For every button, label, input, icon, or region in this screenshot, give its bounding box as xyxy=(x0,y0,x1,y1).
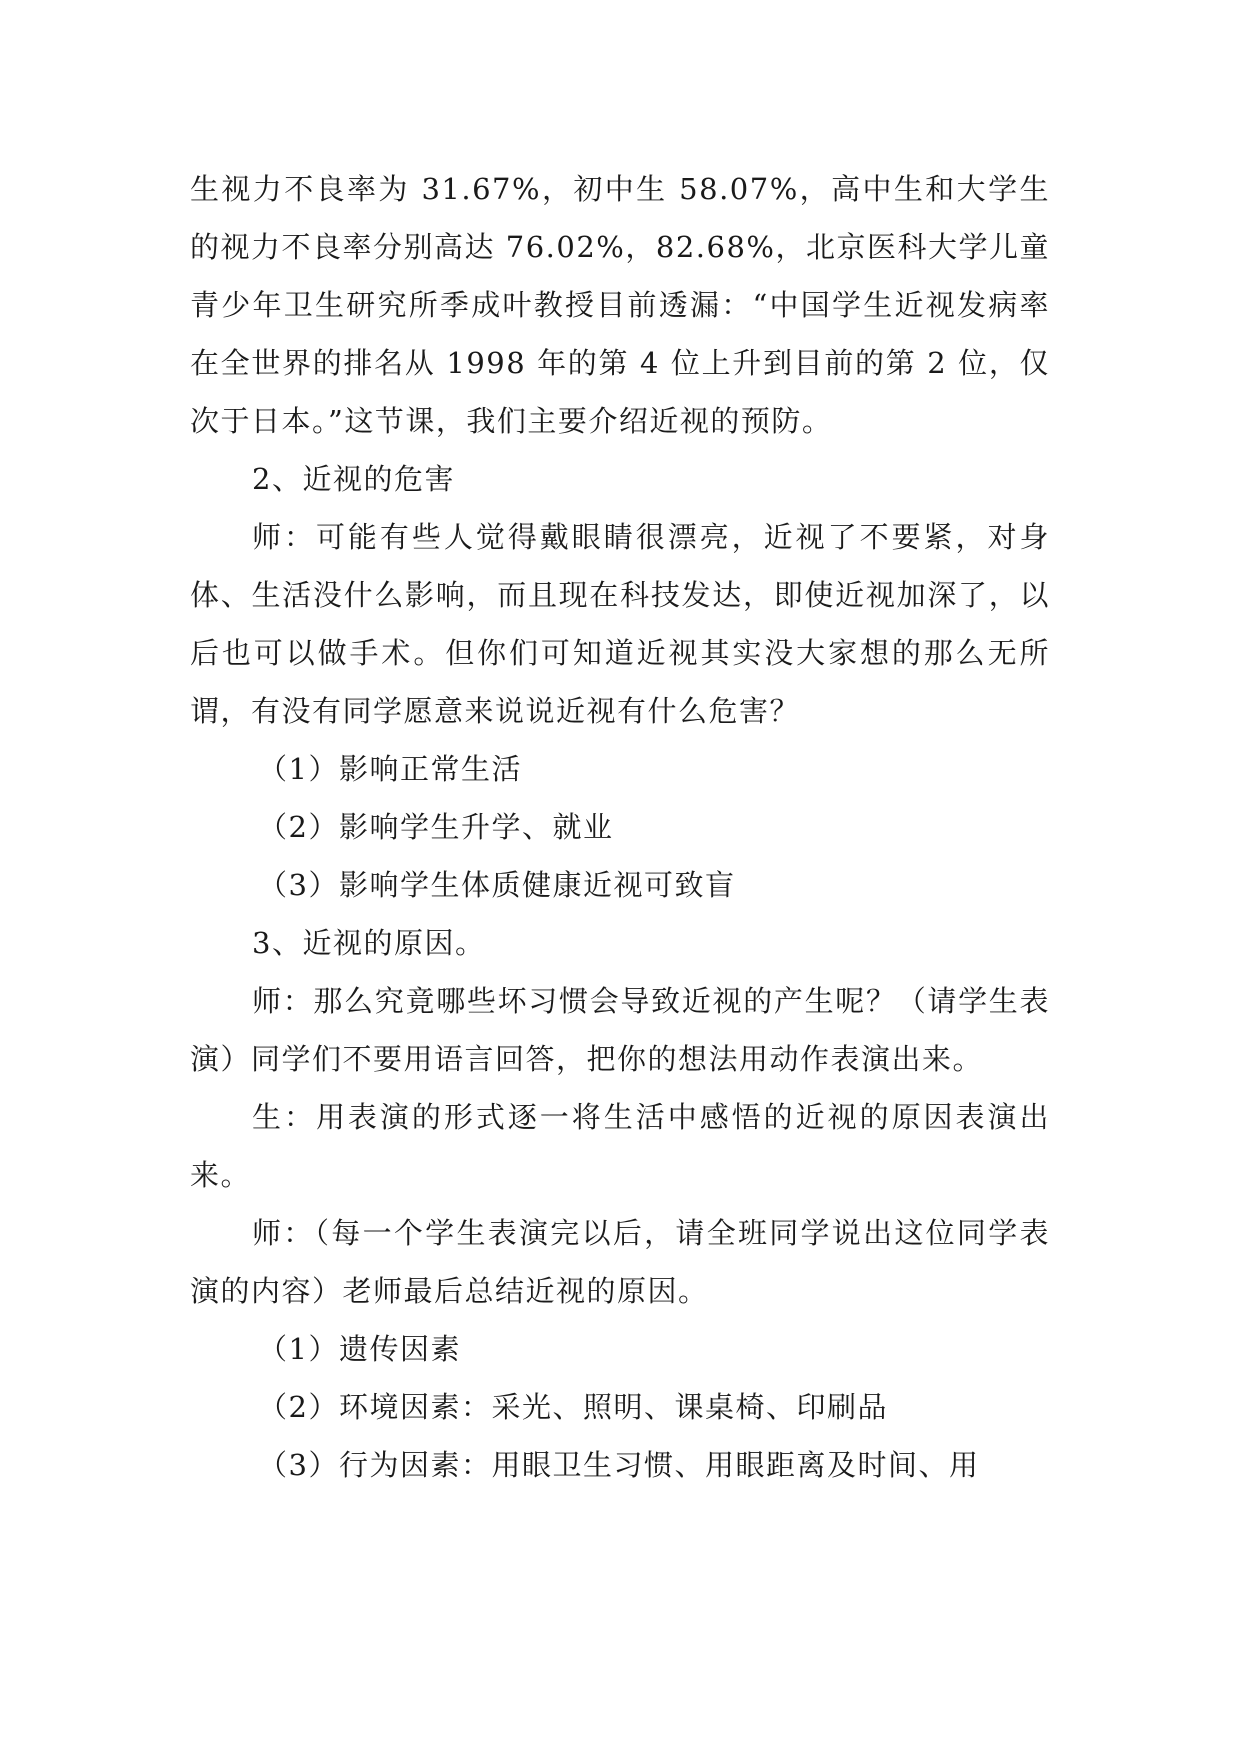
document-body xyxy=(190,160,1050,1494)
paragraph-myopia-statistics: 生视力不良率为 31.67%，初中生 58.07%，高中生和大学生的视力不良率分别高达 76.02%，82.68%，北京医科大学儿童青少年卫生研究所季成叶教授目前透漏：“中国学生近视发病率在全世界的排名从 1998 年的第 4 位上升到目前的第 2 位，仅次于日本。”这节课，我们主要介绍近视的预防。 xyxy=(190,172,1050,438)
paragraph-teacher-summary: 师：（每一个学生表演完以后，请全班同学说出这位同学表演的内容）老师最后总结近视的原因。 xyxy=(190,1216,1050,1308)
heading-myopia-causes: 3、近视的原因。 xyxy=(252,926,486,960)
list-item-cause-3: （3）行为因素：用眼卫生习惯、用眼距离及时间、用 xyxy=(258,1448,980,1482)
list-item-cause-2: （2）环境因素：采光、照明、课桌椅、印刷品 xyxy=(258,1390,888,1424)
paragraph-teacher-causes-question: 师：那么究竟哪些坏习惯会导致近视的产生呢？（请学生表演）同学们不要用语言回答，把你的想法用动作表演出来。 xyxy=(190,984,1050,1076)
list-item-cause-1: （1）遗传因素 xyxy=(258,1332,461,1366)
paragraph-student-performance: 生：用表演的形式逐一将生活中感悟的近视的原因表演出来。 xyxy=(190,1100,1050,1192)
list-item-harm-3: （3）影响学生体质健康近视可致盲 xyxy=(258,868,736,902)
heading-myopia-harm: 2、近视的危害 xyxy=(252,462,455,496)
paragraph-teacher-harm-question: 师：可能有些人觉得戴眼睛很漂亮，近视了不要紧，对身体、生活没什么影响，而且现在科技发达，即使近视加深了，以后也可以做手术。但你们可知道近视其实没大家想的那么无所谓，有没有同学愿意来说说近视有什么危害？ xyxy=(190,520,1050,728)
list-item-harm-2: （2）影响学生升学、就业 xyxy=(258,810,614,844)
list-item-harm-1: （1）影响正常生活 xyxy=(258,752,522,786)
